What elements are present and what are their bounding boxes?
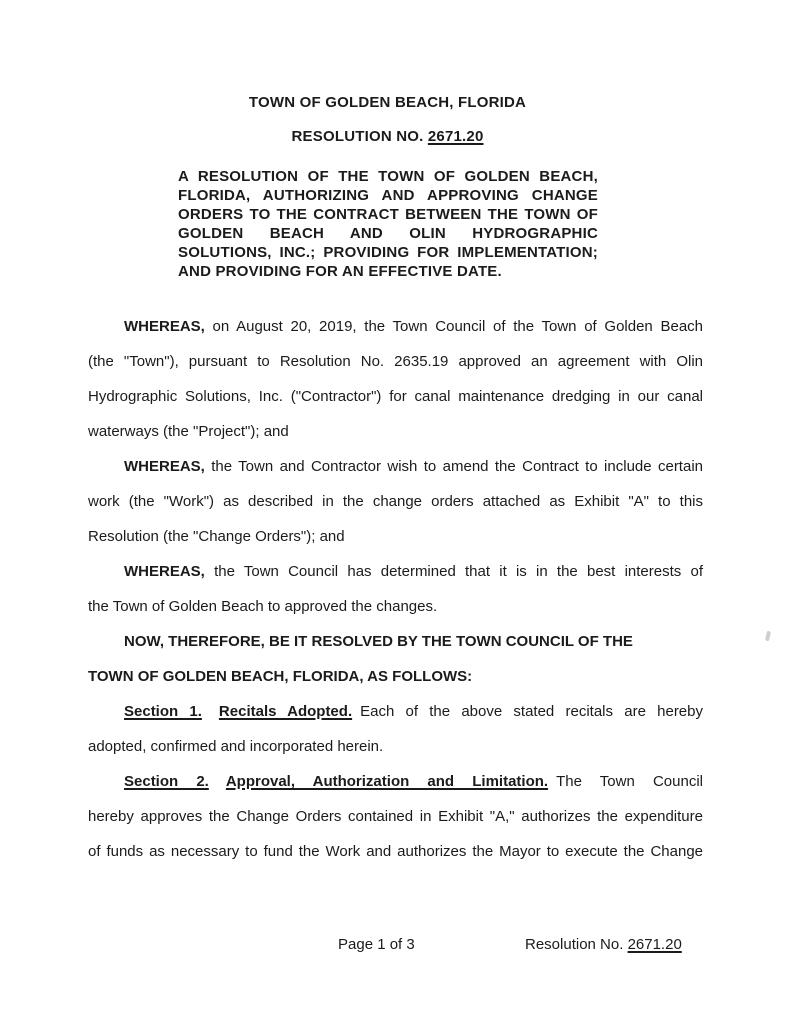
footer-resolution-number <box>525 936 682 953</box>
resolved-clause-line-2: TOWN OF GOLDEN BEACH, FLORIDA, AS FOLLOWS: <box>88 668 473 685</box>
whereas-keyword: WHEREAS, <box>124 458 205 475</box>
section-2-line-1 <box>88 764 703 799</box>
resolved-clause-line-1: NOW, THEREFORE, BE IT RESOLVED BY THE TOWN COUNCIL OF THE <box>124 633 633 650</box>
recital-1-line-1 <box>88 309 703 344</box>
recital-2-line-3: Resolution (the "Change Orders"); and <box>88 528 345 545</box>
section-2-line-2: hereby approves the Change Orders contained in Exhibit "A," authorizes the expenditure <box>88 808 703 825</box>
caption-line-4: GOLDEN BEACH AND OLIN HYDROGRAPHIC <box>178 225 598 242</box>
section-1-number: Section 1. <box>124 703 202 720</box>
section-2-heading: Approval, Authorization and Limitation. <box>225 773 549 790</box>
resolution-number-value: 2671.20 <box>427 128 484 145</box>
resolution-caption <box>178 167 598 281</box>
resolution-number-label: RESOLUTION NO. <box>291 128 428 145</box>
recital-2-line-2: work (the "Work") as described in the change orders attached as Exhibit "A" to this <box>88 493 703 510</box>
recital-2-text: the Town and Contractor wish to amend the Contract to include certain <box>204 458 703 475</box>
caption-line-3: ORDERS TO THE CONTRACT BETWEEN THE TOWN OF <box>178 206 598 223</box>
document-body <box>88 309 703 869</box>
recital-3-text: the Town Council has determined that it is in the best interests of <box>204 563 703 580</box>
footer-resolution-label: Resolution No. <box>525 936 628 953</box>
document-title: TOWN OF GOLDEN BEACH, FLORIDA <box>248 94 527 111</box>
page-footer <box>88 936 703 956</box>
recital-3-line-2: the Town of Golden Beach to approved the changes. <box>88 598 438 615</box>
caption-line-5: SOLUTIONS, INC.; PROVIDING FOR IMPLEMENTATION; <box>178 244 598 261</box>
whereas-keyword: WHEREAS, <box>124 318 205 335</box>
recital-1-line-4: waterways (the "Project"); and <box>88 423 289 440</box>
footer-resolution-value: 2671.20 <box>627 936 682 953</box>
resolution-number-heading <box>80 128 695 146</box>
section-2-number: Section 2. <box>124 773 209 790</box>
recital-1-text: on August 20, 2019, the Town Council of the Town of Golden Beach <box>204 318 703 335</box>
section-2-line-3: of funds as necessary to fund the Work and authorizes the Mayor to execute the Change <box>88 843 703 860</box>
caption-line-1: A RESOLUTION OF THE TOWN OF GOLDEN BEACH, <box>178 168 598 185</box>
section-2-text: The Town Council <box>556 773 703 790</box>
recital-3-line-1 <box>88 554 703 589</box>
section-1-heading: Recitals Adopted. <box>218 703 353 720</box>
recital-1-line-2: (the "Town"), pursuant to Resolution No. 2635.19 approved an agreement with Olin <box>88 353 703 370</box>
page-number: Page 1 of 3 <box>338 936 415 953</box>
whereas-keyword: WHEREAS, <box>124 563 205 580</box>
caption-line-6: AND PROVIDING FOR AN EFFECTIVE DATE. <box>178 263 502 280</box>
caption-line-2: FLORIDA, AUTHORIZING AND APPROVING CHANGE <box>178 187 598 204</box>
recital-1-line-3: Hydrographic Solutions, Inc. ("Contractor") for canal maintenance dredging in our canal <box>88 388 703 405</box>
section-1-line-2: adopted, confirmed and incorporated herein. <box>88 738 384 755</box>
section-1-line-1 <box>88 694 703 729</box>
recital-2-line-1 <box>88 449 703 484</box>
section-1-text: Each of the above stated recitals are hereby <box>360 703 703 720</box>
